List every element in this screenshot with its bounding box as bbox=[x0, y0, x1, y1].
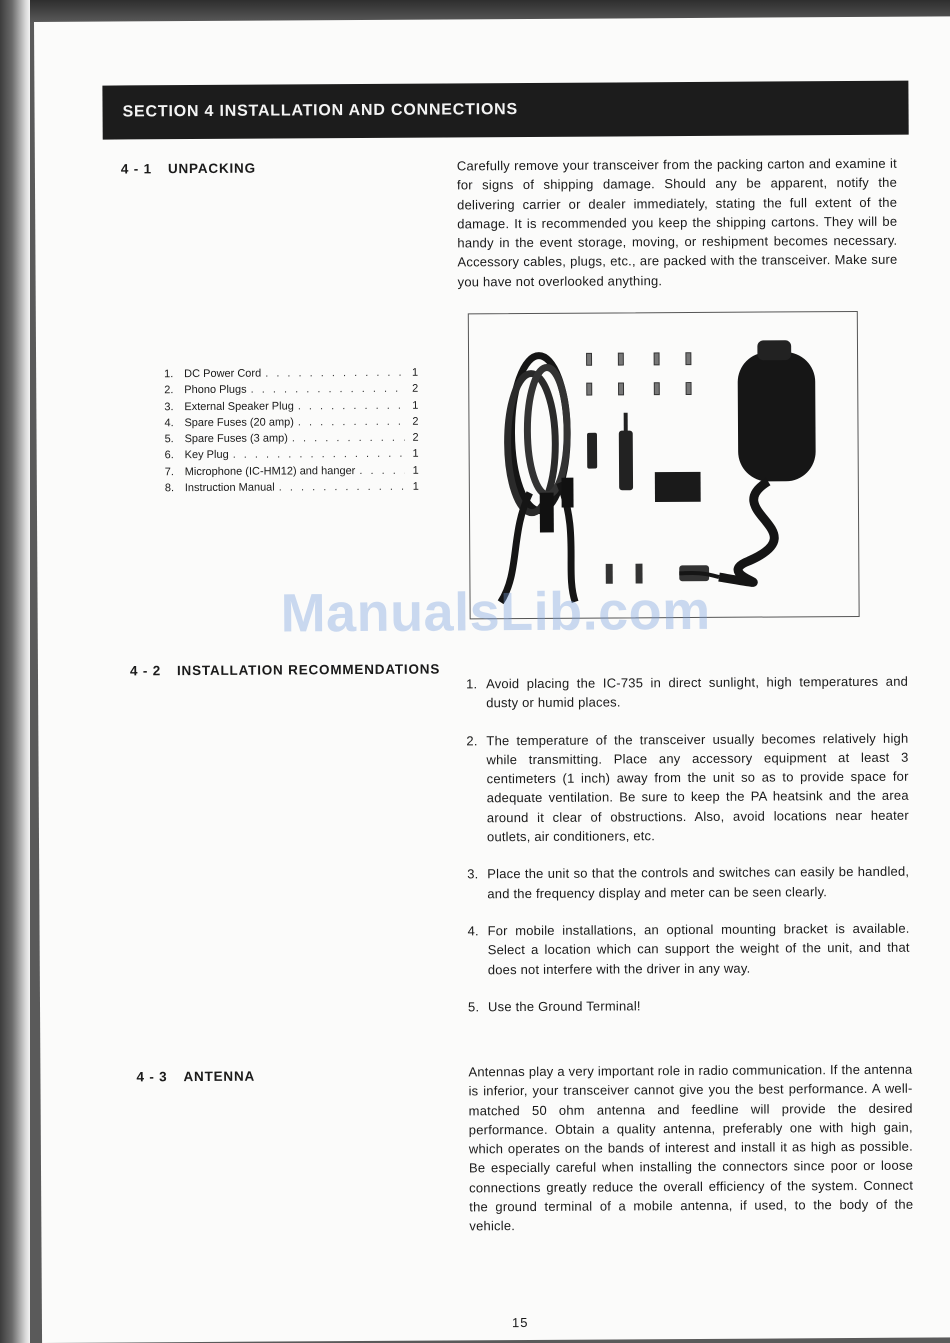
parts-list bbox=[164, 365, 419, 497]
item-name: DC Power Cord bbox=[184, 367, 262, 381]
list-item bbox=[164, 365, 418, 383]
list-item bbox=[468, 919, 910, 980]
heading-number: 4 - 3 bbox=[136, 1069, 168, 1085]
heading-title: ANTENNA bbox=[183, 1068, 256, 1085]
item-number: 3. bbox=[467, 866, 479, 882]
item-number: 3. bbox=[164, 400, 174, 413]
item-quantity: 2 bbox=[412, 415, 419, 428]
item-number: 4. bbox=[467, 923, 479, 939]
list-item bbox=[165, 462, 419, 480]
microphone-image bbox=[678, 340, 817, 583]
watermark: ManualsLib.com bbox=[280, 580, 711, 644]
page-number: 15 bbox=[511, 1315, 529, 1331]
hanger-image bbox=[655, 472, 701, 502]
section-header-bar bbox=[102, 81, 908, 140]
item-quantity: 1 bbox=[412, 480, 419, 493]
list-item bbox=[467, 862, 909, 903]
unpacking-text: Carefully remove your transceiver from the packing carton and examine it for signs of shipping damage. Should any be apparent, notify the delivering carrier or dealer immediately, stating the full extent of the damage. It is recommended you keep the shipping cartons. They will be handy in the event storage, moving, or reshipment becomes necessary. Accessory cables, plugs, etc., are packed with the transceiver. Make sure you have not overlooked anything. bbox=[456, 155, 898, 290]
heading-number: 4 - 2 bbox=[129, 663, 162, 679]
item-name: Microphone (IC-HM12) and hanger bbox=[184, 464, 356, 478]
list-item bbox=[466, 728, 909, 846]
heading-title: INSTALLATION RECOMMENDATIONS bbox=[176, 661, 441, 679]
list-item bbox=[164, 397, 418, 415]
item-quantity: 2 bbox=[412, 431, 419, 444]
list-item bbox=[164, 381, 418, 399]
item-number: 2. bbox=[466, 732, 478, 748]
item-number: 2. bbox=[164, 384, 174, 397]
item-number: 8. bbox=[164, 482, 175, 495]
antenna-text: Antennas play a very important role in radio communication. If the antenna is inferior, your transceiver cannot give you the best performance. A well-matched 50 ohm antenna and feedline will provide the desired performance. Obtain a quality antenna, preferably one with high gain, which operates on the bands of interest and install it as high as possible. Be especially careful when installing the connectors since poor or loose connections greatly reduce the overall efficiency of the system. Connect the ground terminal of a mobile antenna, if used, to the body of the vehicle. bbox=[468, 1061, 914, 1234]
item-number: 6. bbox=[164, 449, 174, 462]
item-text: For mobile installations, an optional mounting bracket is available. Select a location which can support the weight of the unit, and that does not interfere with the driver in any way. bbox=[487, 920, 910, 977]
manual-page bbox=[34, 16, 950, 1343]
item-name: Spare Fuses (20 amp) bbox=[184, 416, 294, 429]
leader-dots bbox=[298, 414, 405, 431]
item-quantity: 1 bbox=[411, 366, 419, 379]
item-name: Spare Fuses (3 amp) bbox=[184, 432, 288, 446]
item-text: Place the unit so that the controls and switches can easily be handled, and the frequency display and meter can be seen clearly. bbox=[487, 864, 910, 901]
list-item bbox=[468, 995, 910, 1017]
item-number: 1. bbox=[164, 368, 174, 381]
leader-dots bbox=[279, 479, 405, 496]
accessories-photo bbox=[468, 311, 860, 619]
heading-antenna bbox=[136, 1069, 255, 1085]
list-item bbox=[164, 414, 418, 432]
item-quantity: 1 bbox=[412, 399, 419, 412]
list-item bbox=[165, 430, 419, 448]
fuses-image bbox=[587, 353, 692, 395]
heading-title: UNPACKING bbox=[167, 160, 256, 177]
leader-dots bbox=[298, 397, 405, 414]
item-quantity: 1 bbox=[412, 448, 419, 461]
section-title: SECTION 4 INSTALLATION AND CONNECTIONS bbox=[122, 101, 519, 121]
item-name: Instruction Manual bbox=[184, 481, 275, 495]
leader-dots bbox=[251, 381, 405, 398]
item-quantity: 2 bbox=[412, 382, 419, 395]
list-item bbox=[165, 479, 419, 497]
item-name: External Speaker Plug bbox=[184, 400, 294, 413]
heading-installation bbox=[130, 662, 440, 679]
item-number: 5. bbox=[164, 433, 174, 446]
heading-number: 4 - 1 bbox=[120, 161, 152, 177]
accessories-illustration bbox=[469, 312, 859, 618]
phono-plugs-image bbox=[587, 413, 633, 491]
item-name: Phono Plugs bbox=[184, 384, 247, 397]
item-name: Key Plug bbox=[184, 449, 229, 462]
recommendations-list bbox=[466, 672, 910, 1035]
list-item bbox=[466, 672, 908, 713]
leader-dots bbox=[292, 430, 405, 447]
item-text: The temperature of the transceiver usually becomes relatively high while transmitting. Place any accessory equipment at least 3 centimeters (1 inch) away from the unit so as to provide space for adequate ventilation. Be sure to keep the PA heatsink and the area around it clear of obstructions. Also, avoid locations near heater outlets, air conditioners, etc. bbox=[486, 730, 909, 845]
item-quantity: 1 bbox=[412, 464, 419, 477]
heading-unpacking bbox=[121, 161, 256, 177]
dc-power-cord-image bbox=[499, 355, 575, 602]
list-item bbox=[165, 446, 419, 464]
scan-left-edge bbox=[0, 0, 30, 1343]
leader-dots bbox=[359, 463, 405, 480]
item-number: 5. bbox=[467, 999, 480, 1015]
item-text: Avoid placing the IC-735 in direct sunlight, high temperatures and dusty or humid places. bbox=[486, 673, 909, 711]
item-number: 1. bbox=[466, 676, 478, 692]
leader-dots bbox=[265, 365, 404, 382]
leader-dots bbox=[233, 446, 405, 463]
item-number: 7. bbox=[164, 465, 174, 478]
item-number: 4. bbox=[164, 417, 174, 430]
item-text: Use the Ground Terminal! bbox=[487, 998, 641, 1015]
